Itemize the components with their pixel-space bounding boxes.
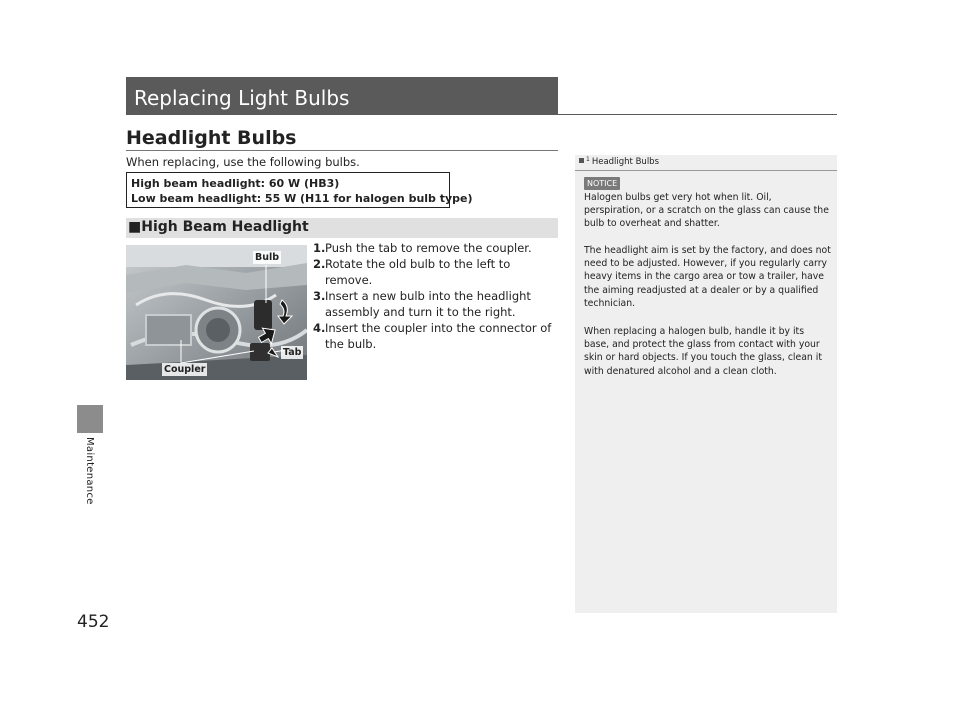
spec-low-beam: Low beam headlight: 55 W (H11 for halogen bulb type) — [131, 192, 473, 205]
section-tab — [77, 405, 103, 433]
section-rule — [126, 150, 558, 151]
replacement-steps — [313, 240, 561, 352]
note-rule — [575, 170, 837, 171]
step-3 — [313, 288, 561, 320]
note-paragraph: The headlight aim is set by the factory, and does not need to be adjusted. However, if you regularly carry heavy items in the cargo area or tow a trailer, have the aiming readjusted at a dealer or by a qualified technician. — [584, 245, 831, 309]
intro-text: When replacing, use the following bulbs. — [126, 155, 360, 169]
step-number: 1. — [313, 241, 326, 255]
bulb-spec-box — [126, 172, 473, 208]
note-heading-text: Headlight Bulbs — [591, 157, 659, 167]
step-4 — [313, 320, 561, 352]
step-number: 3. — [313, 289, 326, 303]
note-paragraph: When replacing a halogen bulb, handle it by its base, and protect the glass from contact with your skin or hard objects. If you touch the glass, clean it with denatured alcohol and a clean cloth. — [584, 326, 823, 377]
notice-badge: NOTICE — [584, 177, 620, 190]
step-1 — [313, 240, 561, 256]
page-number: 452 — [77, 612, 110, 632]
note-marker-icon — [579, 158, 584, 163]
callout-tab: Tab — [283, 347, 302, 358]
callout-bulb: Bulb — [255, 252, 280, 263]
subsection-heading: ■High Beam Headlight — [128, 219, 309, 235]
section-tab-label-wrap — [83, 437, 97, 507]
section-tab-label: Maintenance — [84, 437, 95, 505]
section-heading: Headlight Bulbs — [126, 127, 297, 149]
page-title: Replacing Light Bulbs — [134, 86, 350, 110]
step-text: Rotate the old bulb to the left to remove. — [325, 257, 511, 287]
step-text: Push the tab to remove the coupler. — [325, 241, 532, 255]
headlight-photo — [126, 245, 307, 380]
step-2 — [313, 256, 561, 288]
step-text: Insert a new bulb into the headlight assembly and turn it to the right. — [325, 289, 531, 319]
title-rule — [558, 114, 837, 115]
note-marker: 1 — [586, 156, 590, 163]
note-paragraph: Halogen bulbs get very hot when lit. Oil, perspiration, or a scratch on the glass can cause the bulb to overheat and shatter. — [584, 192, 829, 230]
step-number: 4. — [313, 321, 326, 335]
spec-high-beam: High beam headlight: 60 W (HB3) — [131, 177, 340, 190]
headlight-illustration — [126, 245, 307, 380]
step-text: Insert the coupler into the connector of the bulb. — [325, 321, 552, 351]
callout-coupler: Coupler — [164, 364, 206, 375]
step-number: 2. — [313, 257, 326, 271]
note-heading — [579, 156, 659, 167]
